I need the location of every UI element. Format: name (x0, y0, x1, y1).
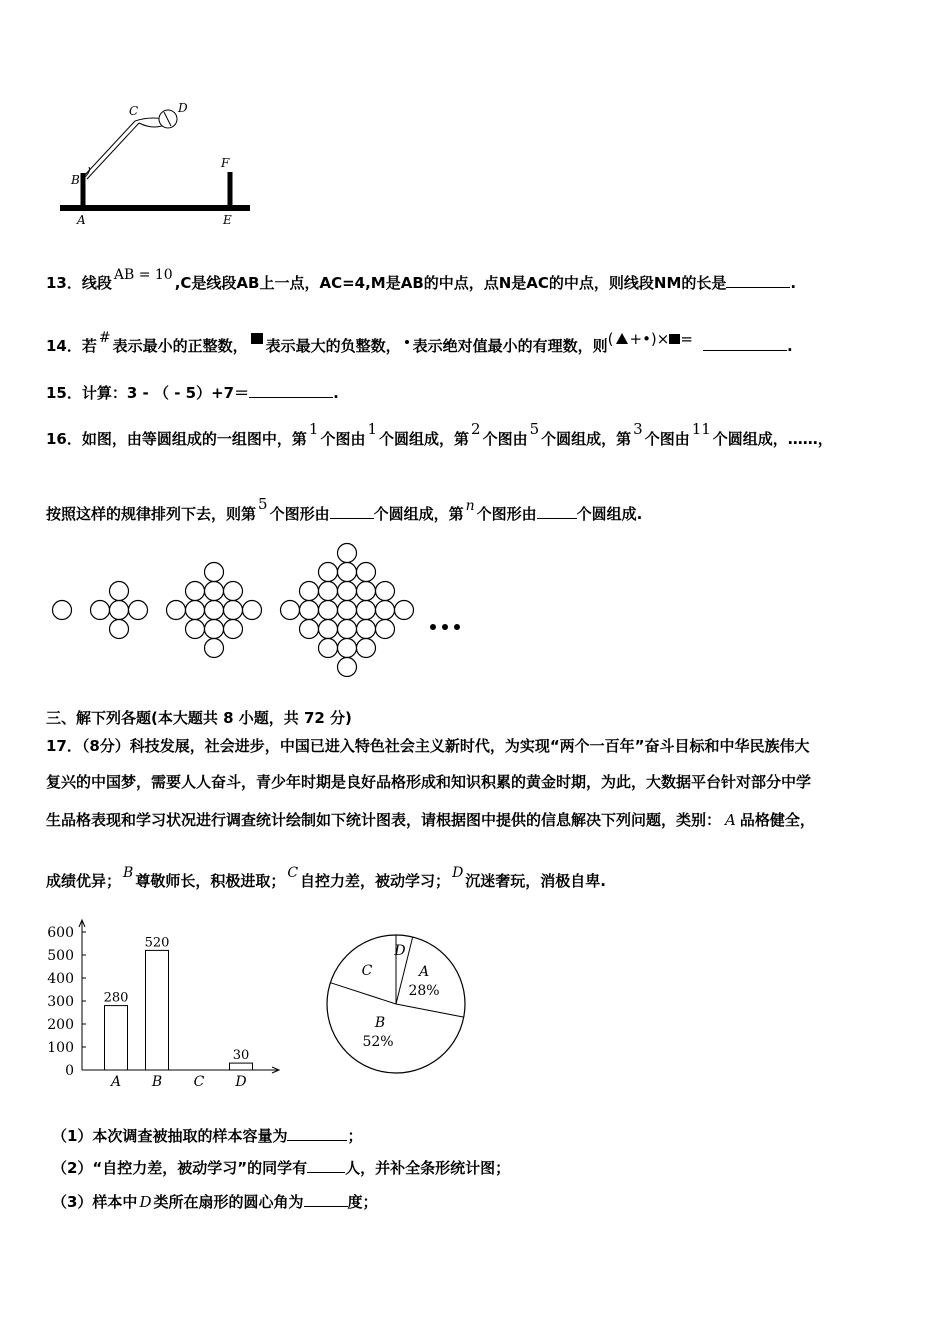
pattern-circle (129, 601, 148, 620)
pattern-circle (319, 620, 338, 639)
pattern-circle (338, 563, 357, 582)
bar-d (230, 1063, 253, 1070)
section-3-title: 三、解下列各题(本大题共 8 小题，共 72 分) (46, 709, 352, 727)
pattern-circle (319, 582, 338, 601)
dot-icon (401, 329, 413, 349)
pattern-circle (338, 658, 357, 677)
y-tick-label: 400 (47, 971, 74, 987)
pattern-circle (395, 601, 414, 620)
pie-label: 52% (362, 1034, 394, 1050)
question-17-sub1: （1）本次调查被抽取的样本容量为 ； (52, 1127, 363, 1145)
x-category-label: D (235, 1074, 247, 1090)
y-tick-label: 600 (47, 925, 74, 941)
pattern-circle (110, 620, 129, 639)
pie-label: A (418, 964, 430, 980)
pattern-circle (224, 582, 243, 601)
pattern-circle (300, 620, 319, 639)
pattern-circle (281, 601, 300, 620)
y-tick-label: 100 (47, 1040, 74, 1056)
pattern-circle (224, 601, 243, 620)
question-16-line1: 16．如图，由等圆组成的一组图中，第1个图由1个圆组成，第2个图由5个圆组成，第3个图由11个圆组成，……， (46, 420, 833, 448)
bar-b (146, 950, 169, 1070)
answer-blank-16a[interactable] (330, 504, 374, 519)
question-17-line1: 17．（8分）科技发展，社会进步，中国已进入特色社会主义新时代，为实现“两个一百年”奋斗目标和中华民族伟大 (46, 737, 810, 755)
triangle-icon (616, 333, 628, 344)
answer-blank-16b[interactable] (537, 504, 577, 519)
pattern-circle (110, 582, 129, 601)
pattern-circle (91, 601, 110, 620)
pattern-circle (357, 620, 376, 639)
pattern-circle (186, 601, 205, 620)
x-category-label: A (110, 1074, 122, 1090)
pattern-circle (357, 639, 376, 658)
pattern-circle (53, 601, 72, 620)
pie-label: D (394, 943, 406, 959)
label-e: E (223, 213, 232, 227)
question-17-sub2: （2）“自控力差，被动学习”的同学有 人，并补全条形统计图； (52, 1159, 511, 1177)
y-tick-label: 0 (65, 1063, 74, 1079)
pattern-circle (186, 620, 205, 639)
y-tick-label: 500 (47, 948, 74, 964)
pattern-circle (357, 582, 376, 601)
pattern-circle (205, 582, 224, 601)
pattern-circle (357, 563, 376, 582)
pattern-circle (338, 582, 357, 601)
square-icon (248, 329, 266, 349)
label-d: D (178, 101, 188, 115)
pattern-circle (300, 601, 319, 620)
answer-blank-17-1[interactable] (287, 1126, 347, 1141)
pie-label: C (361, 963, 373, 979)
circle-pattern-figure (40, 542, 480, 677)
question-15: 15．计算：3 - （ - 5）+7＝ . (46, 384, 339, 402)
hash-symbol: # (98, 330, 111, 346)
ellipsis-dot (430, 624, 436, 630)
pattern-circle (205, 601, 224, 620)
bar-value-label: 280 (103, 990, 129, 1006)
question-17-line4: 成绩优异； B 尊敬师长，积极进取； C 自控力差，被动学习； D 沉迷奢玩，消极自卑. (46, 865, 606, 890)
pattern-circle (338, 601, 357, 620)
pattern-circle (376, 601, 395, 620)
label-f: F (221, 156, 230, 170)
bar-value-label: 520 (144, 935, 170, 951)
x-category-label: C (193, 1074, 205, 1090)
pattern-circle (338, 639, 357, 658)
math-ab-10: AB = 10 (113, 267, 173, 283)
pie-chart (320, 930, 480, 1080)
pattern-circle (376, 620, 395, 639)
bar-chart (40, 915, 290, 1095)
pattern-circle (205, 563, 224, 582)
pattern-circle (319, 601, 338, 620)
answer-blank-13[interactable] (726, 273, 790, 288)
ellipsis-dot (442, 624, 448, 630)
question-16-line2: 按照这样的规律排列下去，则第5个图形由 个圆组成，第 n 个图形由 个圆组成. (46, 495, 643, 523)
question-17-sub3: （3）样本中 D 类所在扇形的圆心角为 度； (52, 1193, 378, 1211)
expression: ( +•)× = (607, 330, 693, 348)
x-category-label: B (151, 1074, 163, 1090)
question-17-line3: 生品格表现和学习状况进行调查统计绘制如下统计图表，请根据图中提供的信息解决下列问题，类别： A 品格健全， (46, 811, 815, 829)
question-13: 13．线段 AB = 10 ,C是线段AB上一点，AC=4,M是AB的中点，点N是AC的中点，则线段NM的长是 . (46, 267, 797, 292)
pattern-circle (338, 620, 357, 639)
pie-label: 28% (408, 983, 440, 999)
label-b: B (71, 173, 80, 187)
pattern-circle (205, 620, 224, 639)
pattern-circle (376, 582, 395, 601)
pattern-circle (167, 601, 186, 620)
y-tick-label: 200 (47, 1017, 74, 1033)
question-17-line2: 复兴的中国梦，需要人人奋斗，青少年时期是良好品格形成和知识积累的黄金时期，为此，大数据平台针对部分中学 (46, 773, 812, 791)
pattern-circle (319, 639, 338, 658)
pattern-circle (224, 620, 243, 639)
y-tick-label: 300 (47, 994, 74, 1010)
pattern-circle (186, 582, 205, 601)
lever-figure (55, 95, 265, 235)
pattern-circle (319, 563, 338, 582)
answer-blank-15[interactable] (249, 383, 333, 398)
pattern-circle (243, 601, 262, 620)
question-14: 14．若 # 表示最小的正整数， 表示最大的负整数， 表示绝对值最小的有理数，则( +•)× = . (46, 330, 793, 355)
answer-blank-17-2[interactable] (307, 1158, 345, 1173)
ellipsis-dot (454, 624, 460, 630)
pattern-circle (110, 601, 129, 620)
answer-blank-14[interactable] (703, 336, 787, 351)
bar-a (105, 1006, 128, 1070)
label-c: C (129, 104, 139, 118)
pattern-circle (300, 582, 319, 601)
rod-bc (83, 121, 135, 177)
pattern-circle (205, 639, 224, 658)
pattern-circle (338, 544, 357, 563)
label-a: A (77, 213, 86, 227)
bar-value-label: 30 (232, 1048, 250, 1064)
square-icon (669, 334, 680, 344)
pattern-circle (357, 601, 376, 620)
pie-label: B (374, 1015, 386, 1031)
answer-blank-17-3[interactable] (304, 1192, 348, 1207)
